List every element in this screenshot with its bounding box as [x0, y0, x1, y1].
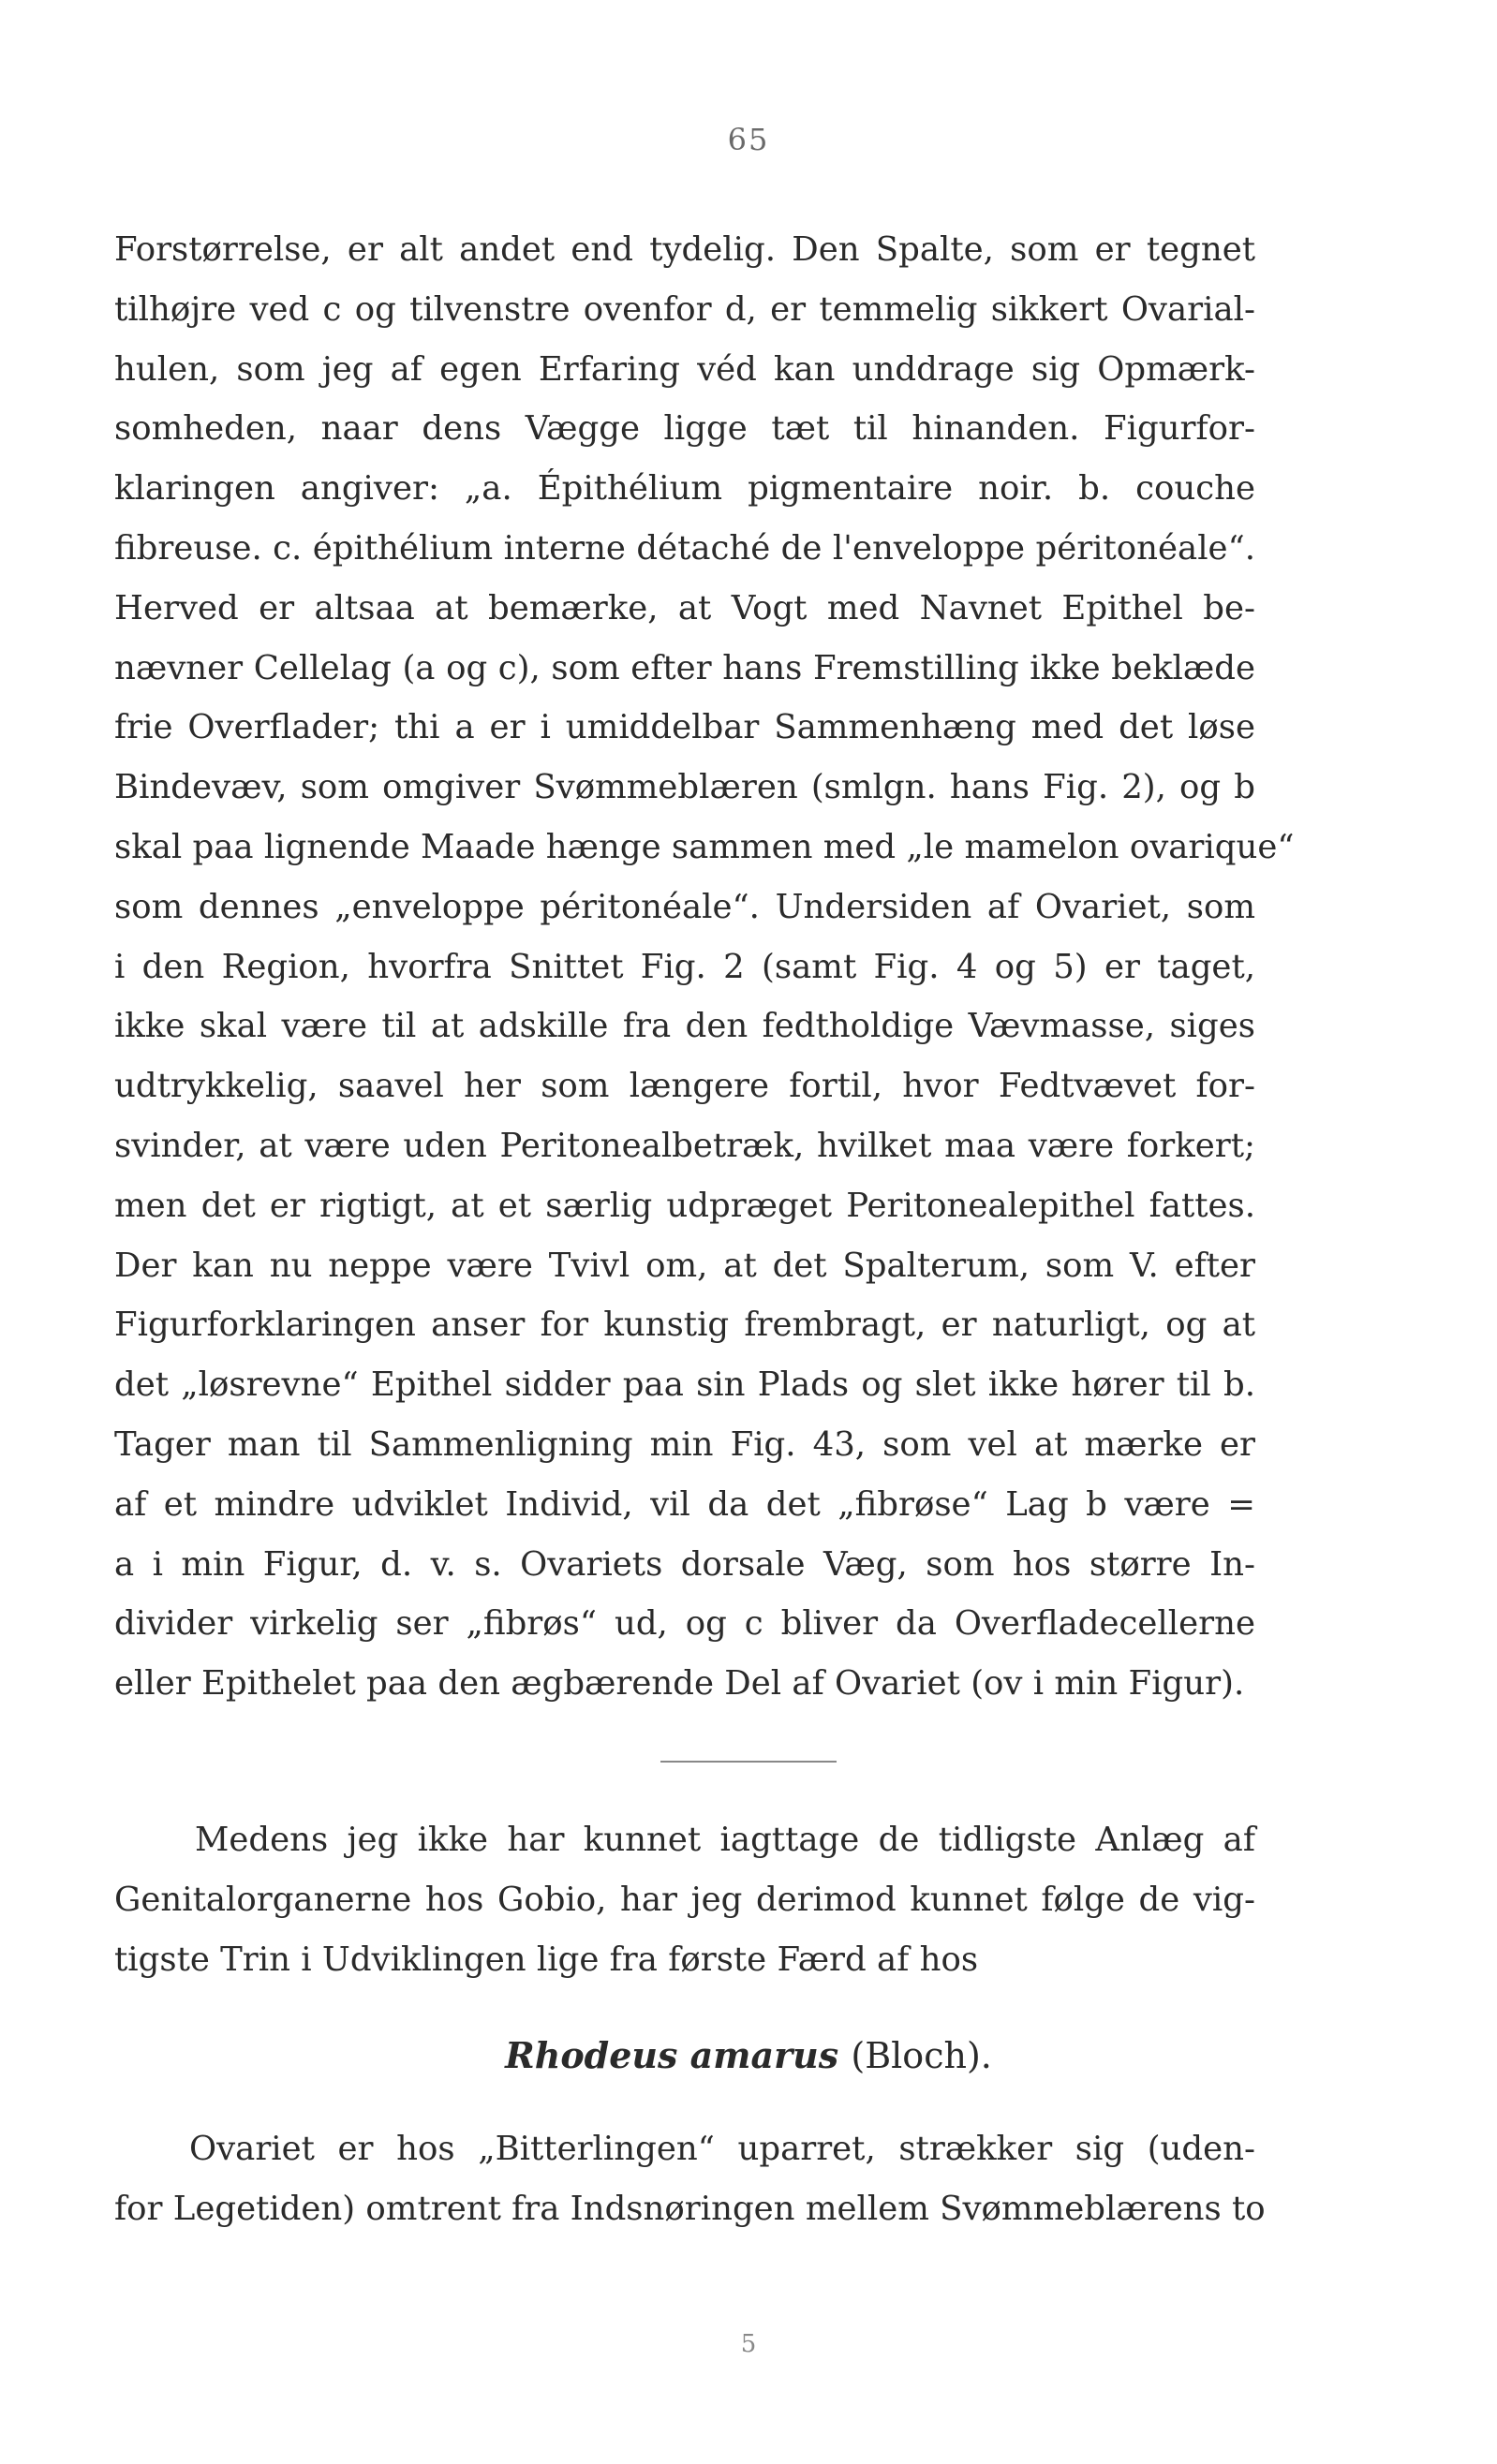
text-line: Ovariet er hos „Bitterlingen“ uparret, strækker sig (uden- [189, 2130, 1255, 2168]
paragraph-3 [114, 2119, 1266, 2239]
text-line: ikke skal være til at adskille fra den fedtholdige Vævmasse, siges [114, 1007, 1255, 1046]
text-line: udtrykkelig, saavel her som længere fortil, hvor Fedtvævet for- [114, 1067, 1255, 1106]
text-line: Figurforklaringen anser for kunstig frembragt, er naturligt, og at [114, 1306, 1255, 1345]
text-line: Herved er altsaa at bemærke, at Vogt med Navnet Epithel be- [114, 588, 1255, 627]
text-line: det „løsrevne“ Epithel sidder paa sin Plads og slet ikke hører til b. [114, 1365, 1255, 1405]
signature-mark: 5 [740, 2330, 757, 2358]
text-line: i den Region, hvorfra Snittet Fig. 2 (samt Fig. 4 og 5) er taget, [114, 947, 1255, 986]
text-line: af et mindre udviklet Individ, vil da det „fibrøse“ Lag b være = [114, 1484, 1255, 1524]
text-line: skal paa lignende Maade hænge sammen med „le mamelon ovarique“ [114, 827, 1295, 866]
page-number: 65 [727, 122, 770, 157]
text-line: Medens jeg ikke har kunnet iagttage de tidligste Anlæg af [195, 1821, 1255, 1859]
paragraph-2 [114, 1810, 1255, 1989]
text-line: somheden, naar dens Vægge ligge tæt til hinanden. Figurfor- [114, 409, 1255, 449]
text-line: divider virkelig ser „fibrøs“ ud, og c bliver da Overfladecellerne [114, 1604, 1255, 1644]
text-line: som dennes „enveloppe péritonéale“. Undersiden af Ovariet, som [114, 887, 1255, 926]
text-line: Bindevæv, som omgiver Svømmeblæren (smlgn. hans Fig. 2), og b [114, 768, 1255, 807]
text-line: svinder, at være uden Peritonealbetræk, hvilket maa være forkert; [114, 1126, 1255, 1165]
text-line: for Legetiden) omtrent fra Indsnøringen mellem Svømmeblærens to [114, 2189, 1266, 2228]
text-line: fibreuse. c. épithélium interne détaché de l'enveloppe péritonéale“. [114, 528, 1255, 568]
text-line: tigste Trin i Udviklingen lige fra første Færd af hos [114, 1940, 979, 1979]
text-line: tilhøjre ved c og tilvenstre ovenfor d, er temmelig sikkert Ovarial- [114, 289, 1255, 329]
text-line: hulen, som jeg af egen Erfaring véd kan unddrage sig Opmærk- [114, 349, 1255, 389]
species-heading [0, 2034, 1497, 2076]
text-line: men det er rigtigt, at et særlig udpræget Peritonealepithel fattes. [114, 1186, 1255, 1225]
text-line: frie Overflader; thi a er i umiddelbar Sammenhæng med det løse [114, 708, 1255, 747]
species-name: Rhodeus amarus [505, 2034, 839, 2076]
species-author: (Bloch). [851, 2035, 992, 2076]
text-line: Genitalorganerne hos Gobio, har jeg derimod kunnet følge de vig- [114, 1880, 1255, 1919]
text-line: eller Epithelet paa den ægbærende Del af Ovariet (ov i min Figur). [114, 1664, 1245, 1704]
text-line: Der kan nu neppe være Tvivl om, at det Spalterum, som V. efter [114, 1246, 1255, 1285]
text-line: Tager man til Sammenligning min Fig. 43, som vel at mærke er [114, 1424, 1255, 1464]
text-line: nævner Cellelag (a og c), som efter hans Fremstilling ikke beklæde [114, 648, 1255, 687]
paragraph-1 [114, 220, 1295, 1714]
text-line: klaringen angiver: „a. Épithélium pigmentaire noir. b. couche [114, 469, 1255, 509]
text-line: a i min Figur, d. v. s. Ovariets dorsale Væg, som hos større In- [114, 1544, 1255, 1584]
text-line: Forstørrelse, er alt andet end tydelig. Den Spalte, som er tegnet [114, 230, 1255, 269]
section-divider [660, 1761, 837, 1763]
